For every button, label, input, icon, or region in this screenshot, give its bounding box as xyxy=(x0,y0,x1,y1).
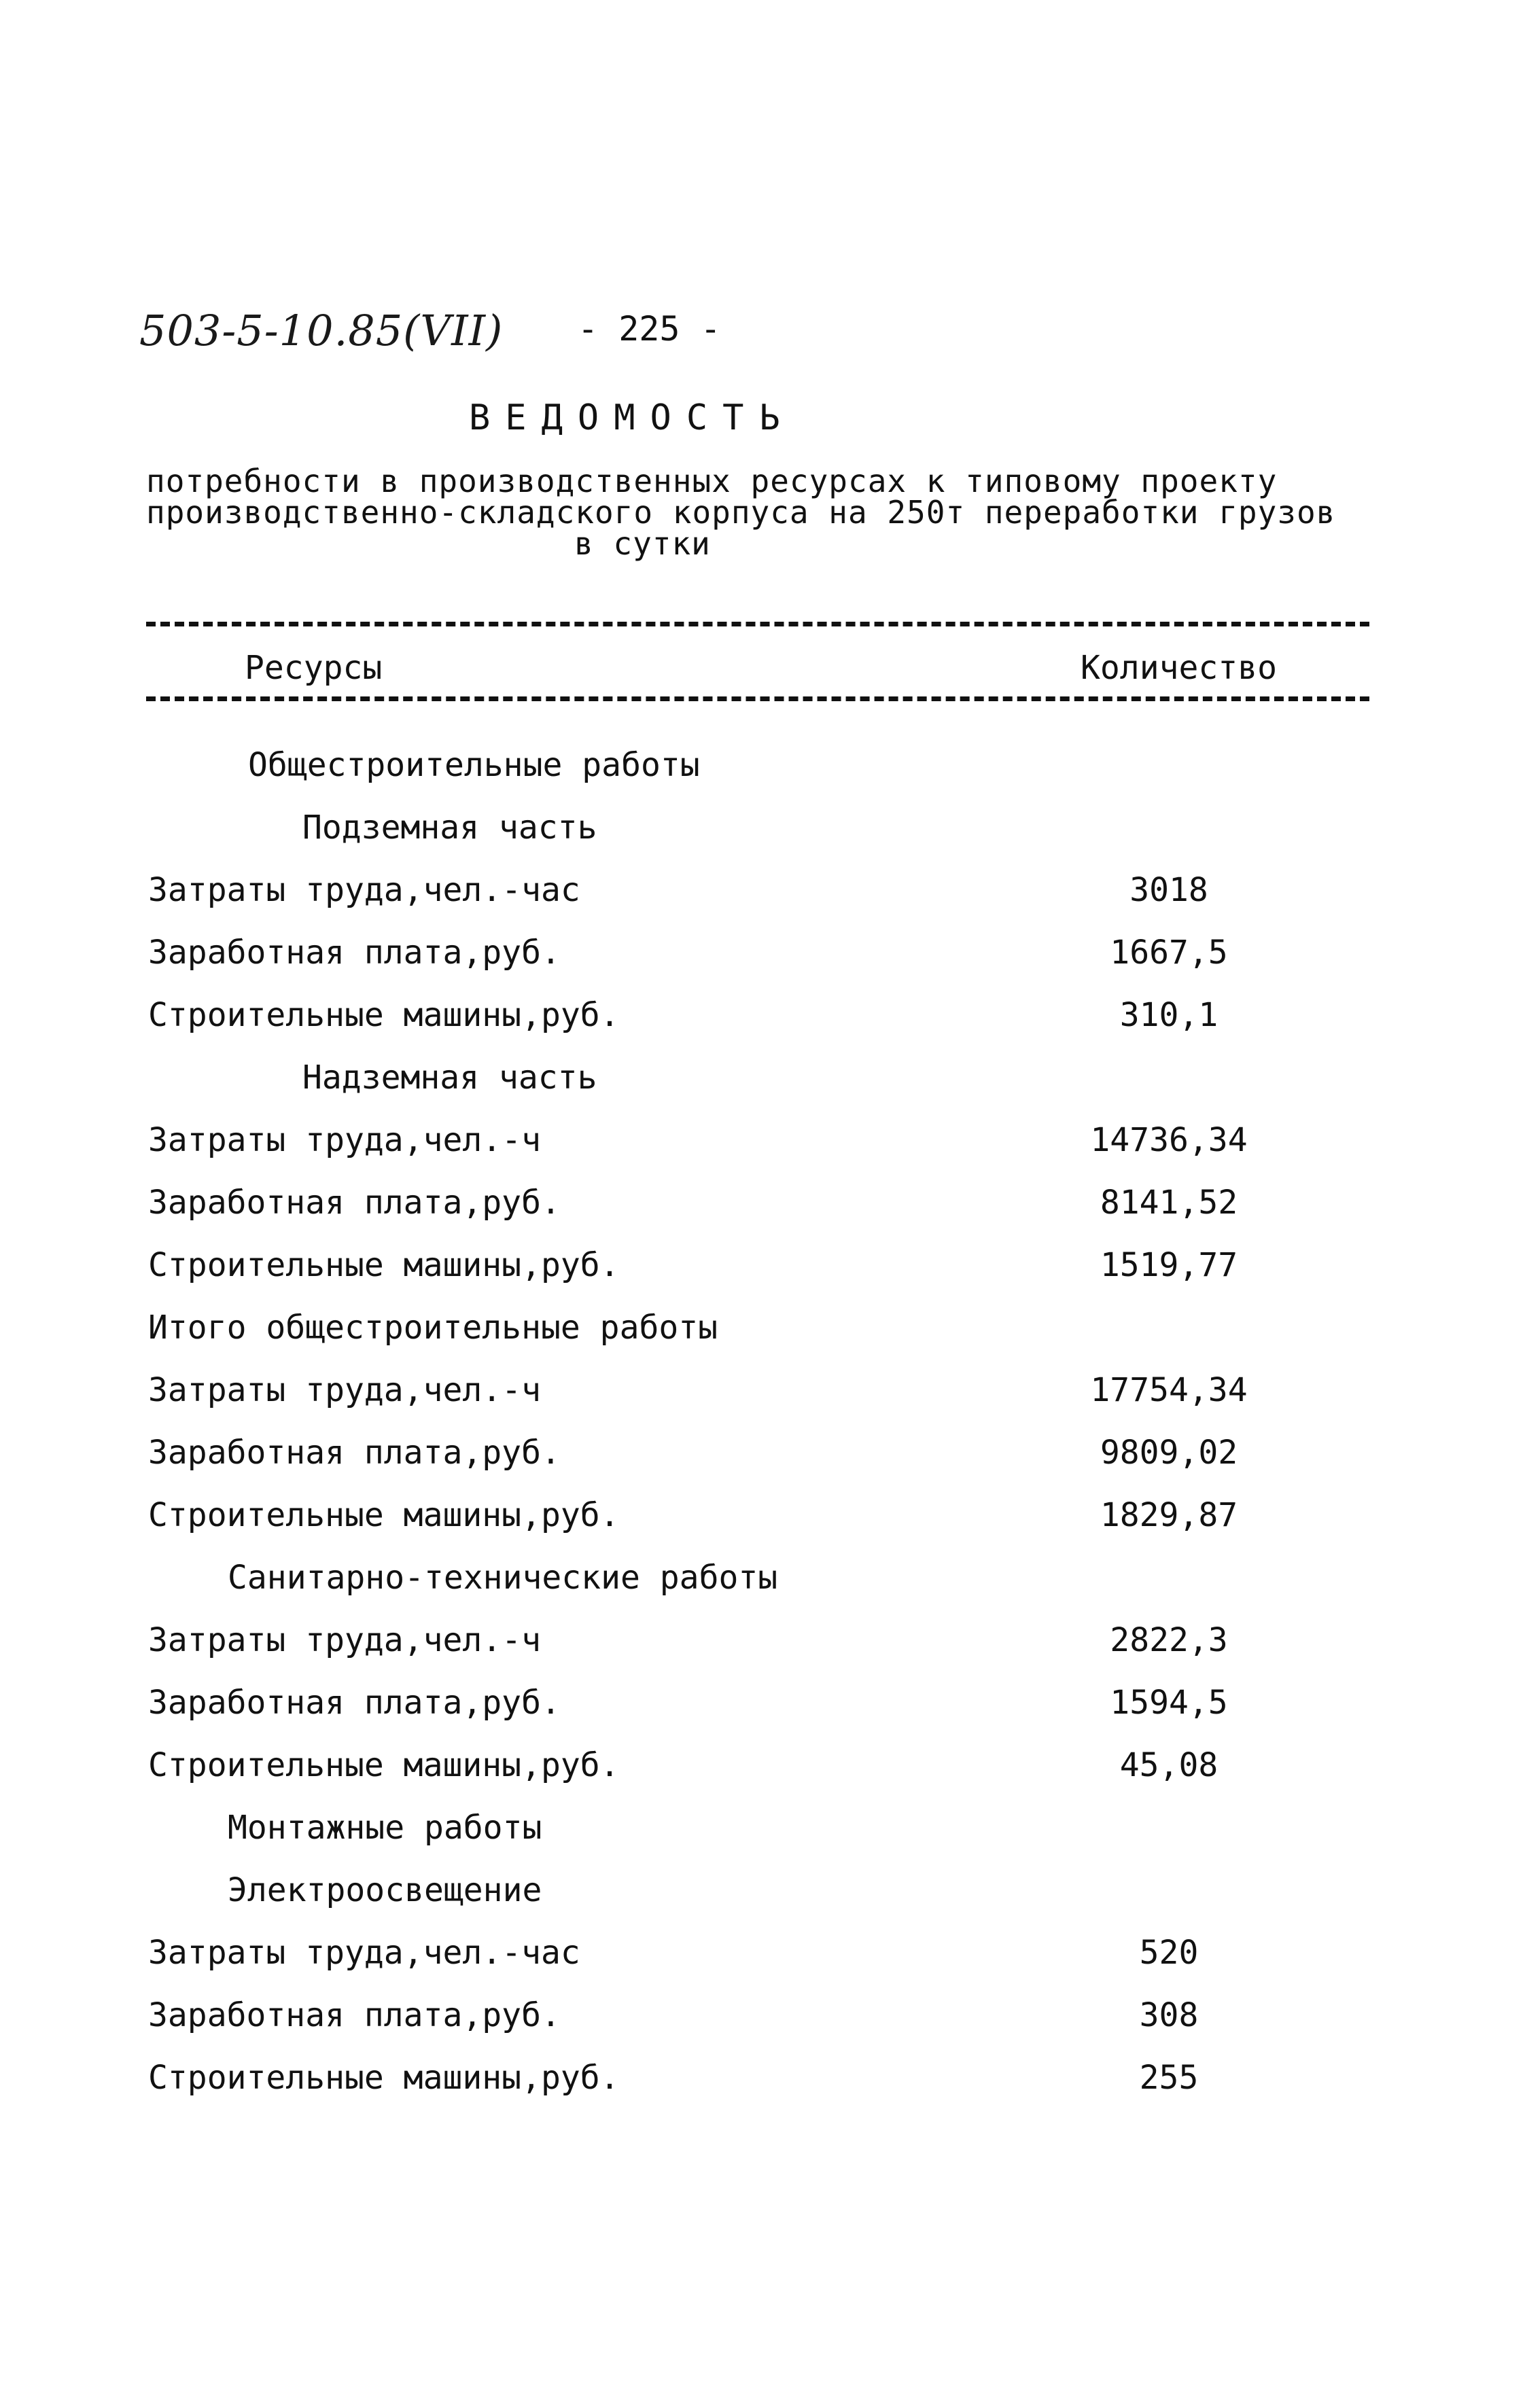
subtitle-line: в сутки xyxy=(574,525,711,562)
document-code: 503-5-10.85(VII) xyxy=(139,306,504,355)
table-row: Строительные машины,руб. 310,1 xyxy=(148,996,1219,1034)
table-row: Затраты труда,чел.-час 3018 xyxy=(148,871,1208,909)
table-top-rule xyxy=(146,622,1369,626)
table-row: Заработная плата,руб. 9809,02 xyxy=(148,1434,1238,1472)
document-subtitle xyxy=(146,463,1369,562)
table-row: Строительные машины,руб. 45,08 xyxy=(148,1746,1219,1784)
column-header-quantity: Количество xyxy=(1081,649,1277,687)
column-header-resources: Ресурсы xyxy=(245,649,383,687)
page-number: - 225 - xyxy=(578,309,721,349)
section-heading: Итого общестроительные работы xyxy=(148,1309,718,1347)
subsection-heading: Подземная часть xyxy=(302,809,597,847)
section-heading: Общестроительные работы xyxy=(248,746,700,784)
section-heading: Санитарно-технические работы xyxy=(228,1559,778,1597)
table-row: Заработная плата,руб. 8141,52 xyxy=(148,1184,1238,1222)
section-heading: Монтажные работы xyxy=(228,1809,542,1847)
subsection-heading: Электроосвещение xyxy=(228,1871,542,1909)
table-row: Заработная плата,руб. 1667,5 xyxy=(148,934,1228,972)
table-row: Затраты труда,чел.-ч 14736,34 xyxy=(148,1121,1248,1159)
table-row: Затраты труда,чел.-час 520 xyxy=(148,1934,1199,1972)
document-title: ВЕДОМОСТЬ xyxy=(469,397,795,438)
table-row: Строительные машины,руб. 1519,77 xyxy=(148,1246,1238,1284)
table-row: Заработная плата,руб. 308 xyxy=(148,1996,1199,2034)
subtitle-line: потребности в производственных ресурсах к типовому проекту xyxy=(146,463,1278,499)
table-row: Строительные машины,руб. 255 xyxy=(148,2059,1199,2097)
subsection-heading: Надземная часть xyxy=(302,1059,597,1097)
table-row: Заработная плата,руб. 1594,5 xyxy=(148,1684,1228,1722)
table-row: Затраты труда,чел.-ч 2822,3 xyxy=(148,1621,1228,1659)
table-row: Строительные машины,руб. 1829,87 xyxy=(148,1496,1238,1534)
resource-table xyxy=(0,734,1525,2109)
table-row: Затраты труда,чел.-ч 17754,34 xyxy=(148,1371,1248,1409)
table-header-rule xyxy=(146,696,1369,701)
subtitle-line: производственно-складского корпуса на 250т переработки грузов xyxy=(146,494,1336,531)
